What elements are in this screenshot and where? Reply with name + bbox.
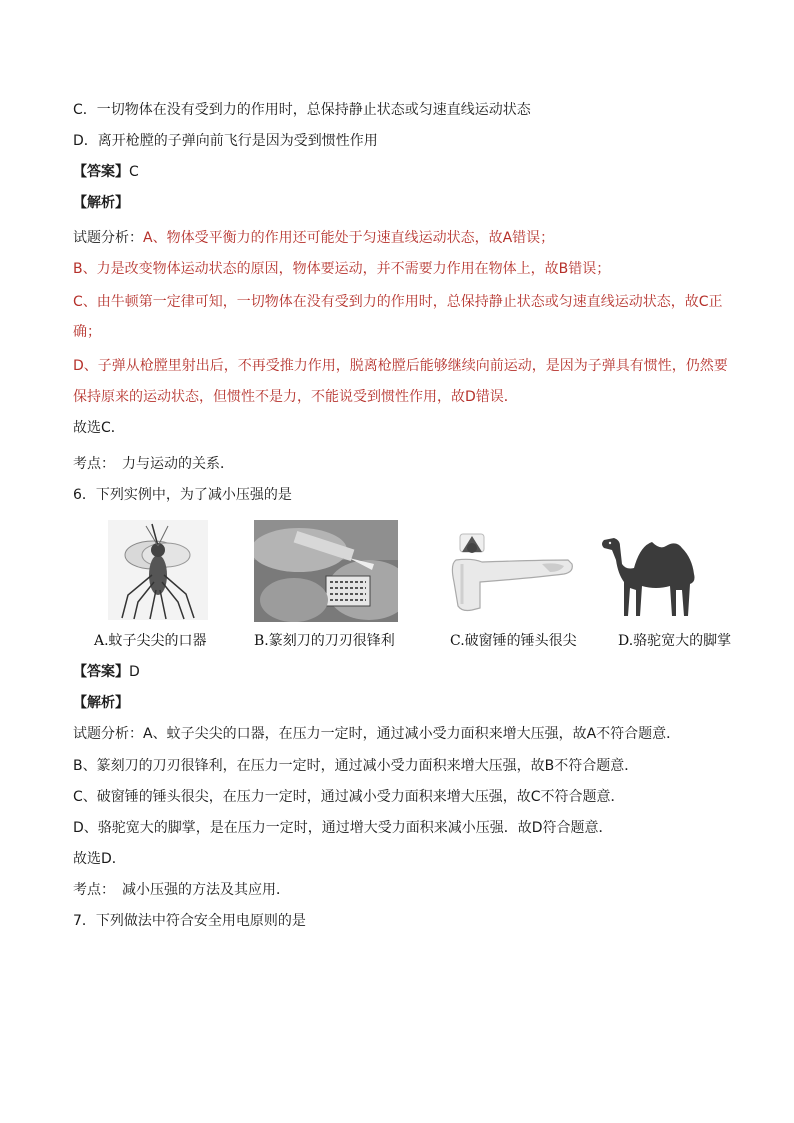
analysis-line-4a: D、子弹从枪膛里射出后，不再受推力作用，脱离枪膛后能够继续向前运动，是因为子弹具有惯性，仍然要 <box>73 358 728 374</box>
analysis-q6-line-3: C、破窗锤的锤头很尖，在压力一定时，通过减小受力面积来增大压强，故C不符合题意． <box>73 789 625 805</box>
figure-a <box>94 520 234 652</box>
carving-knife-icon <box>254 520 398 622</box>
analysis-q6-line-1: 试题分析：A、蚊子尖尖的口器，在压力一定时，通过减小受力面积来增大压强，故A不符合题意． <box>73 726 681 742</box>
caption-b: B.篆刻刀的刀刃很锋利 <box>254 633 395 649</box>
analysis-line-1 <box>73 228 554 248</box>
analysis-prefix: 试题分析： <box>73 230 143 246</box>
option-d: D．离开枪膛的子弹向前飞行是因为受到惯性作用 <box>73 133 378 149</box>
analysis-q6-line-4: D、骆驼宽大的脚掌，是在压力一定时，通过增大受力面积来减小压强．故D符合题意． <box>73 820 613 836</box>
topic-q6: 考点： 减小压强的方法及其应用． <box>73 882 290 898</box>
mosquito-icon <box>108 520 208 620</box>
caption-d: D.骆驼宽大的脚掌 <box>618 633 732 649</box>
camel-icon <box>596 520 706 620</box>
answer-label: 【答案】 <box>73 664 129 680</box>
option-c: C．一切物体在没有受到力的作用时，总保持静止状态或匀速直线运动状态 <box>73 102 531 118</box>
answer-q5 <box>73 162 139 182</box>
analysis-line-4b: 保持原来的运动状态，但惯性不是力，不能说受到惯性作用，故D错误． <box>73 389 518 405</box>
figure-c <box>432 520 592 652</box>
answer-label: 【答案】 <box>73 164 129 180</box>
analysis-line-3b: 确； <box>73 324 101 340</box>
topic-q5: 考点： 力与运动的关系． <box>73 456 234 472</box>
conclusion-q5: 故选C． <box>73 420 125 436</box>
conclusion-q6: 故选D． <box>73 851 126 867</box>
analysis-line-2: B、力是改变物体运动状态的原因，物体要运动，并不需要力作用在物体上，故B错误； <box>73 261 611 277</box>
caption-a: A.蚊子尖尖的口器 <box>94 633 207 649</box>
safety-hammer-icon <box>432 520 582 620</box>
caption-c: C.破窗锤的锤头很尖 <box>450 633 577 649</box>
figure-b <box>250 520 410 652</box>
analysis-text: A、物体受平衡力的作用还可能处于匀速直线运动状态，故A错误； <box>143 230 555 246</box>
question-7: 7．下列做法中符合安全用电原则的是 <box>73 913 306 929</box>
answer-value: D <box>129 664 140 680</box>
analysis-label-q6: 【解析】 <box>73 695 129 711</box>
analysis-label: 【解析】 <box>73 195 129 211</box>
analysis-q6-line-2: B、篆刻刀的刀刃很锋利，在压力一定时，通过减小受力面积来增大压强，故B不符合题意． <box>73 758 639 774</box>
analysis-line-3a: C、由牛顿第一定律可知，一切物体在没有受到力的作用时，总保持静止状态或匀速直线运动状态，故C正 <box>73 294 723 310</box>
question-6: 6．下列实例中，为了减小压强的是 <box>73 487 292 503</box>
answer-q6 <box>73 662 140 682</box>
figure-d <box>596 520 772 652</box>
answer-value: C <box>129 164 139 180</box>
